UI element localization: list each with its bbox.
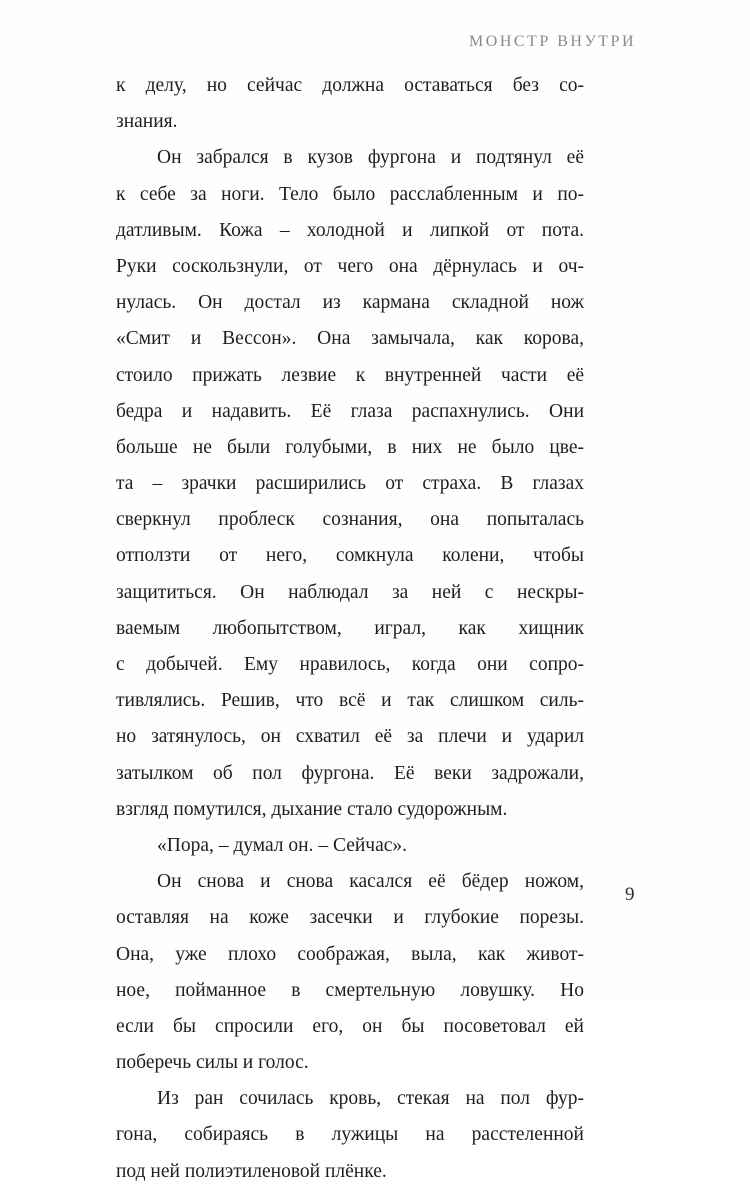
text-line: ное, пойманное в смертельную ловушку. Но	[116, 979, 584, 1001]
text-line: знания.	[116, 111, 178, 133]
text-line: нулась. Он достал из кармана складной нож	[116, 292, 584, 314]
text-line: защититься. Он наблюдал за ней с нескры-	[116, 581, 584, 603]
text-line: больше не были голубыми, в них не было цве-	[116, 436, 584, 458]
text-line: та – зрачки расширились от страха. В глазах	[116, 473, 584, 495]
text-line: «Смит и Вессон». Она замычала, как корова,	[116, 328, 584, 350]
text-line: Она, уже плохо соображая, выла, как живот-	[116, 943, 584, 965]
text-line: под ней полиэтиленовой плёнке.	[116, 1160, 387, 1182]
text-line: датливым. Кожа – холодной и липкой от пота.	[116, 219, 584, 241]
text-line: стоило прижать лезвие к внутренней части её	[116, 364, 584, 386]
text-line: затылком об пол фургона. Её веки задрожали,	[116, 762, 584, 784]
text-line: к себе за ноги. Тело было расслабленным и по-	[116, 183, 584, 205]
text-line: Руки соскользнули, от чего она дёрнулась и оч-	[116, 255, 584, 277]
body-text	[116, 68, 584, 1190]
text-line: взгляд помутился, дыхание стало судорожным.	[116, 798, 508, 820]
text-line: если бы спросили его, он бы посоветовал ей	[116, 1015, 584, 1037]
text-line: отползти от него, сомкнула колени, чтобы	[116, 545, 584, 567]
running-head: МОНСТР ВНУТРИ	[469, 33, 636, 50]
text-line: к делу, но сейчас должна оставаться без со-	[116, 75, 584, 96]
text-line: гона, собираясь в лужицы на расстеленной	[116, 1124, 584, 1146]
text-line: но затянулось, он схватил её за плечи и ударил	[116, 726, 584, 748]
paragraph-first-line: Из ран сочилась кровь, стекая на пол фур-	[157, 1088, 584, 1110]
text-line: с добычей. Ему нравилось, когда они сопро-	[116, 654, 584, 675]
text-line: ваемым любопытством, играл, как хищник	[116, 617, 584, 639]
paragraph-first-line: «Пора, – думал он. – Сейчас».	[157, 834, 408, 856]
text-line: поберечь силы и голос.	[116, 1052, 309, 1074]
paragraph-first-line: Он забрался в кузов фургона и подтянул её	[157, 147, 584, 169]
text-line: оставляя на коже засечки и глубокие порезы.	[116, 907, 584, 929]
text-line: тивлялись. Решив, что всё и так слишком силь-	[116, 690, 584, 712]
paragraph-first-line: Он снова и снова касался её бёдер ножом,	[157, 871, 584, 893]
page-number: 9	[625, 884, 635, 905]
text-line: бедра и надавить. Её глаза распахнулись. Они	[116, 400, 584, 422]
text-line: сверкнул проблеск сознания, она попыталась	[116, 509, 584, 531]
